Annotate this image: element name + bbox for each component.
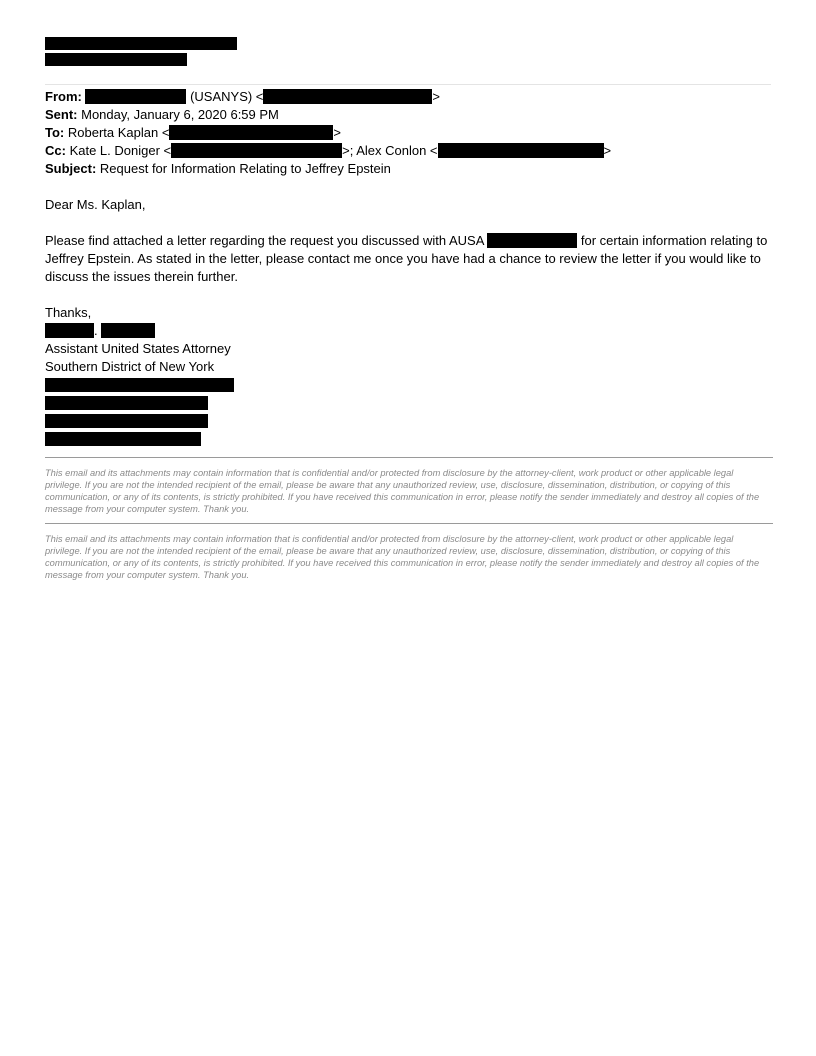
to-line [45, 124, 341, 142]
to-label: To: [45, 125, 65, 140]
cc-value: Kate L. Doniger < [65, 143, 172, 158]
redaction-block [171, 143, 342, 158]
from-org: (USANYS) < [186, 89, 264, 104]
signature-separator: . [94, 323, 98, 338]
to-value: Roberta Kaplan < [64, 125, 170, 140]
from-label: From: [45, 89, 82, 104]
sent-label: Sent: [45, 107, 78, 122]
signature-office: Southern District of New York [45, 359, 215, 374]
redaction-block [45, 53, 187, 66]
signature-name [45, 322, 155, 340]
redaction-block [45, 37, 237, 50]
header-divider [45, 84, 771, 85]
redaction-block [438, 143, 604, 158]
redaction-block [101, 323, 155, 338]
sent-line [45, 106, 279, 124]
from-line [45, 88, 440, 106]
cc-close: > [603, 143, 612, 158]
sent-value: Monday, January 6, 2020 6:59 PM [77, 107, 279, 122]
disclaimer-divider [45, 523, 773, 524]
subject-line [45, 160, 391, 178]
redaction-block [45, 396, 208, 410]
body-text-start: Please find attached a letter regarding the request you discussed with AUSA [45, 233, 488, 248]
cc-label: Cc: [45, 143, 66, 158]
signoff: Thanks, [45, 305, 92, 320]
redaction-block [169, 125, 333, 140]
subject-label: Subject: [45, 161, 97, 176]
redaction-block [85, 89, 186, 104]
to-close: > [333, 125, 341, 140]
cc-line [45, 142, 611, 160]
confidentiality-disclaimer: This email and its attachments may contain information that is confidential and/or protected from disclosure by the attorney-client, work product or other applicable legal privilege. If you are not the intended recipient of the email, please be aware that any unauthorized review, use, disclosure, dissemination, distribution, or copying of this communication, or any of its contents, is strictly prohibited. If you have received this communication in error, please notify the sender immediately and destroy all copies of the message from your computer system. Thank you. [45, 534, 760, 580]
redaction-block [45, 432, 201, 446]
disclaimer-divider [45, 457, 773, 458]
body-text-end: for certain information relating to Jeffrey Epstein. As stated in the letter, please contact me once you have had a chance to review the letter if you would like to discuss the issues therein further. [45, 233, 768, 284]
redaction-block [45, 414, 208, 428]
redaction-block [263, 89, 432, 104]
from-close: > [432, 89, 440, 104]
redaction-block [45, 378, 234, 392]
body-paragraph [45, 232, 775, 286]
cc-mid: >; Alex Conlon < [342, 143, 438, 158]
subject-value: Request for Information Relating to Jeffrey Epstein [96, 161, 391, 176]
signature-title: Assistant United States Attorney [45, 341, 231, 356]
redaction-block [45, 323, 94, 338]
greeting: Dear Ms. Kaplan, [45, 197, 146, 212]
confidentiality-disclaimer: This email and its attachments may contain information that is confidential and/or protected from disclosure by the attorney-client, work product or other applicable legal privilege. If you are not the intended recipient of the email, please be aware that any unauthorized review, use, disclosure, dissemination, distribution, or copying of this communication, or any of its contents, is strictly prohibited. If you have received this communication in error, please notify the sender immediately and destroy all copies of the message from your computer system. Thank you. [45, 468, 760, 514]
redaction-block [487, 233, 577, 248]
